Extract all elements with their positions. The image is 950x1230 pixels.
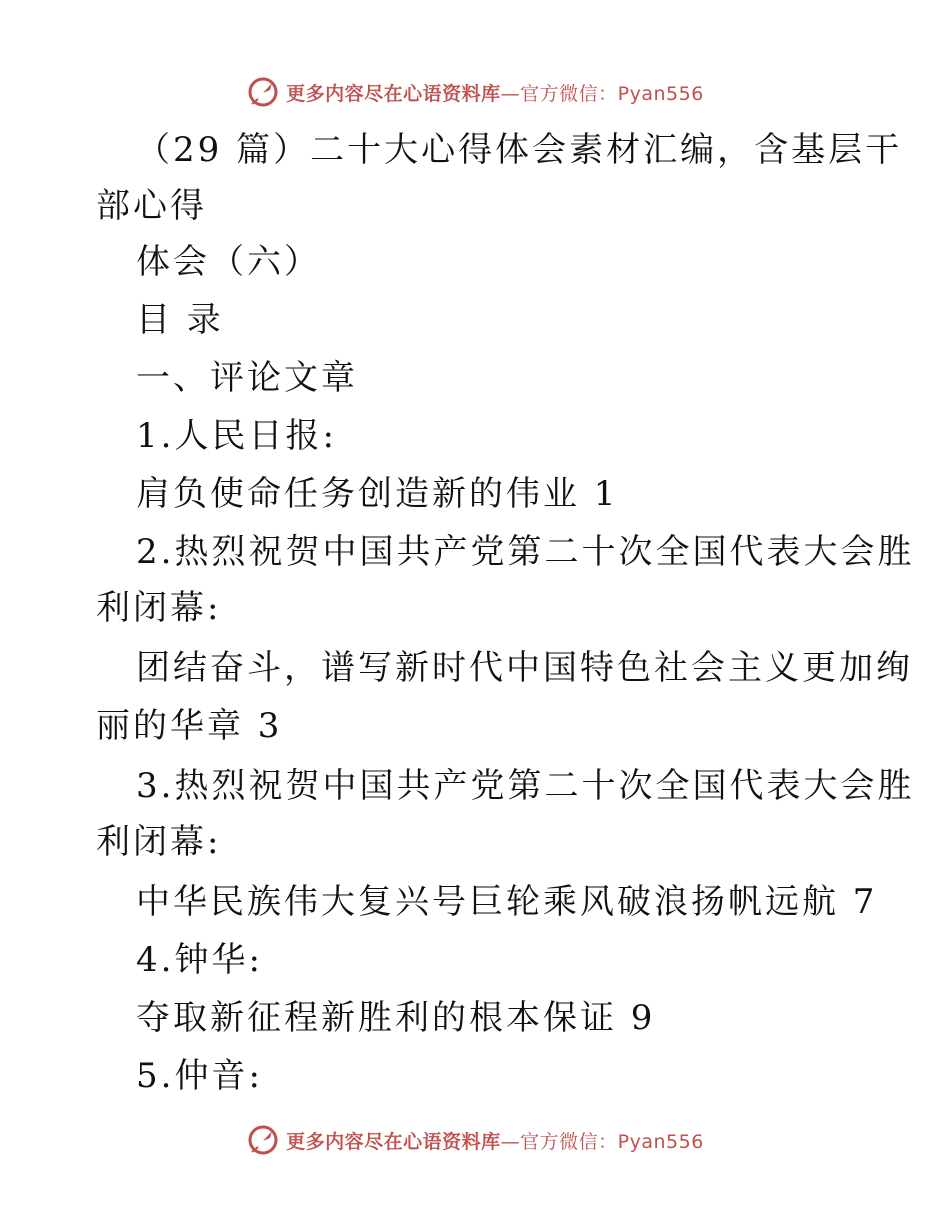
watermark-contact: 官方微信：Pyan556: [520, 82, 704, 105]
watermark-text: [286, 79, 704, 106]
toc-entry-3-source: 3.热烈祝贺中国共产党第二十次全国代表大会胜: [136, 766, 915, 806]
toc-entry-2-source-cont: 利闭幕:: [96, 588, 222, 628]
toc-entry-5-source: 5.仲音:: [136, 1056, 263, 1096]
watermark-separator: —: [500, 1130, 521, 1153]
toc-entry-3-source-cont: 利闭幕:: [96, 822, 222, 862]
toc-entry-2-title: 团结奋斗，谱写新时代中国特色社会主义更加绚: [136, 648, 913, 688]
watermark-separator: —: [500, 82, 521, 105]
section-heading: 一、评论文章: [136, 358, 358, 398]
toc-entry-2-title-cont: 丽的华章 3: [96, 706, 283, 746]
toc-entry-1-source: 1.人民日报:: [136, 416, 337, 456]
footer-watermark: [0, 1120, 950, 1160]
quill-circle-logo-icon: [246, 75, 280, 109]
watermark-brand: 更多内容尽在心语资料库: [286, 82, 501, 105]
quill-circle-logo-icon: [246, 1123, 280, 1157]
watermark-text: [286, 1127, 704, 1154]
document-title-line-1: （29 篇）二十大心得体会素材汇编，含基层干: [136, 130, 903, 170]
toc-entry-2-source: 2.热烈祝贺中国共产党第二十次全国代表大会胜: [136, 532, 915, 572]
toc-entry-3-title: 中华民族伟大复兴号巨轮乘风破浪扬帆远航 7: [136, 882, 878, 922]
header-watermark: [0, 72, 950, 112]
toc-entry-4-source: 4.钟华:: [136, 940, 263, 980]
toc-entry-4-title: 夺取新征程新胜利的根本保证 9: [136, 998, 656, 1038]
watermark-brand: 更多内容尽在心语资料库: [286, 1130, 501, 1153]
document-title-line-2: 部心得: [96, 186, 207, 226]
toc-heading: 目 录: [136, 300, 224, 340]
document-title-line-3: 体会（六）: [136, 242, 321, 282]
toc-entry-1-title: 肩负使命任务创造新的伟业 1: [136, 474, 619, 514]
watermark-contact: 官方微信：Pyan556: [520, 1130, 704, 1153]
